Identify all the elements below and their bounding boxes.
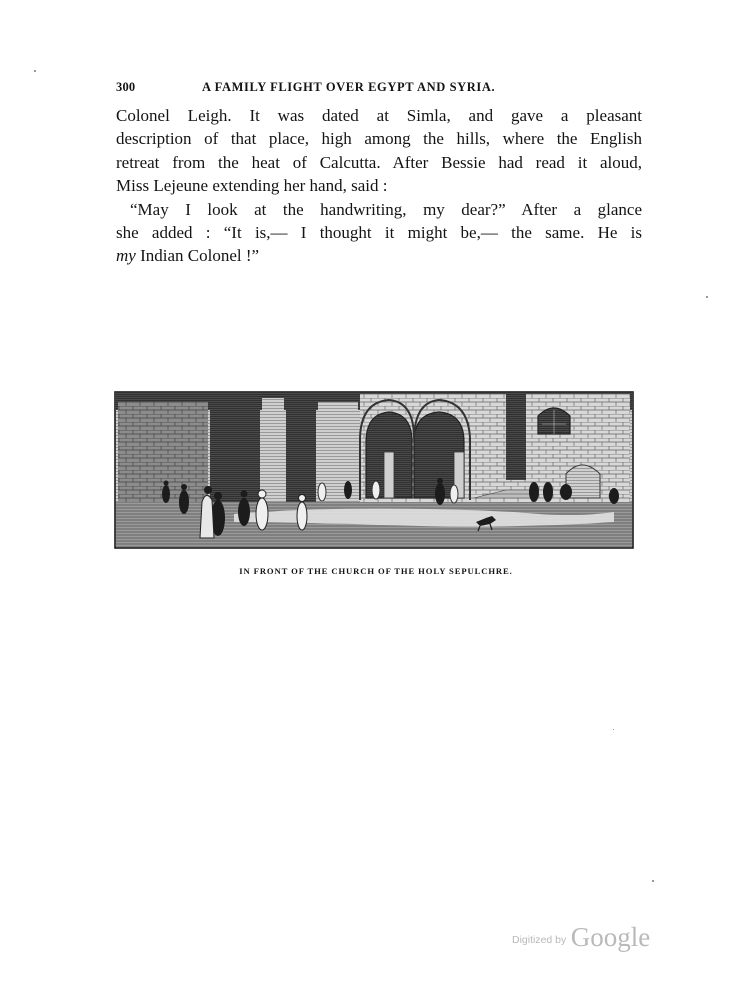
digitized-label: Digitized by [512, 933, 567, 946]
scan-speck [613, 729, 614, 730]
text-line: Colonel Leigh. It was dated at Simla, and gave a pleasant [116, 106, 642, 125]
text-line: Miss Lejeune extending her hand, said : [116, 176, 388, 196]
text-line: description of that place, high among the hills, where the English [116, 129, 642, 149]
text-line: she added : “It is,— I thought it might be,— the same. He is [116, 222, 642, 242]
italic-word: my [116, 246, 136, 266]
scan-speck [652, 880, 654, 882]
google-logo: Google [570, 922, 651, 952]
digitized-by-google-watermark [512, 922, 650, 952]
engraving-illustration [114, 390, 634, 550]
text-line: “May I look at the handwriting, my dear?” After a glance [130, 199, 642, 219]
page-number: 300 [116, 80, 136, 94]
text-line-final [116, 244, 642, 267]
body-text [116, 104, 642, 268]
scan-speck [34, 70, 36, 72]
page-header [116, 80, 636, 94]
scan-speck [706, 296, 708, 298]
text-line: retreat from the heat of Calcutta. After Bessie had read it aloud, [116, 152, 642, 172]
final-text: Indian Colonel !” [135, 246, 260, 266]
running-title: A FAMILY FLIGHT OVER EGYPT AND SYRIA. [202, 80, 496, 94]
illustration-caption: IN FRONT OF THE CHURCH OF THE HOLY SEPULCHRE. [239, 566, 513, 576]
